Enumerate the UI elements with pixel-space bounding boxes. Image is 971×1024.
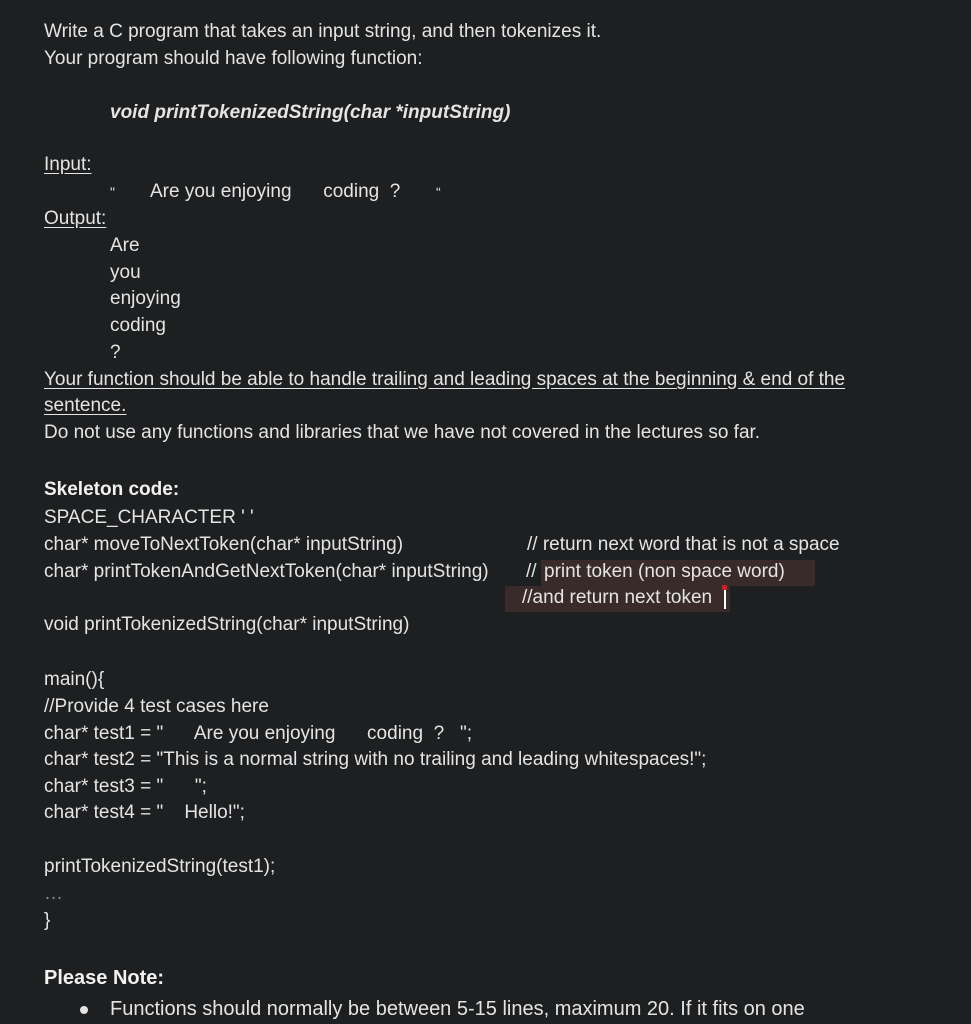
function-signature: void printTokenizedString(char *inputString)	[110, 102, 511, 123]
skeleton-heading: Skeleton code:	[44, 479, 180, 500]
test-case-1: char* test1 = " Are you enjoying coding ? ";	[44, 723, 473, 744]
tokenize-call: printTokenizedString(test1);	[44, 856, 276, 877]
space-character-define: SPACE_CHARACTER ' '	[44, 507, 254, 528]
requirement-line-1: Your function should be able to handle trailing and leading spaces at the beginning & end of the	[44, 369, 846, 390]
move-to-next-token-decl: char* moveToNextToken(char* inputString)	[44, 534, 404, 555]
text-cursor	[724, 589, 726, 609]
output-token: ?	[110, 342, 121, 363]
move-comment: // return next word that is not a space	[527, 534, 840, 555]
main-open: main(){	[44, 669, 105, 690]
edit-marker-icon	[722, 585, 727, 590]
print-comment-prefix: //	[526, 561, 537, 582]
print-comment-2[interactable]: //and return next token	[522, 587, 713, 608]
tokenize-fn-decl: void printTokenizedString(char* inputString)	[44, 614, 410, 635]
input-label: Input:	[44, 154, 92, 175]
output-token: coding	[110, 315, 166, 336]
test-case-3: char* test3 = " ";	[44, 776, 207, 797]
requirement-line-2: sentence.	[44, 395, 127, 416]
output-token: you	[110, 262, 141, 283]
bullet-icon	[80, 1006, 88, 1014]
intro-line-2: Your program should have following function:	[44, 48, 423, 69]
output-label: Output:	[44, 208, 107, 229]
input-close-quote: “	[436, 184, 441, 200]
output-token: Are	[110, 235, 140, 256]
intro-line-1: Write a C program that takes an input string, and then tokenizes it.	[44, 21, 602, 42]
restriction-text: Do not use any functions and libraries that we have not covered in the lectures so far.	[44, 422, 761, 443]
tests-comment: //Provide 4 test cases here	[44, 696, 269, 717]
print-comment: print token (non space word)	[544, 561, 785, 582]
test-case-4: char* test4 = " Hello!";	[44, 802, 245, 823]
test-case-2: char* test2 = "This is a normal string with no trailing and leading whitespaces!";	[44, 749, 707, 770]
note-heading: Please Note:	[44, 967, 165, 989]
code-ellipsis: …	[44, 883, 63, 904]
note-bullet-item: Functions should normally be between 5-15 lines, maximum 20. If it fits on one	[110, 998, 805, 1020]
main-close: }	[44, 910, 51, 931]
print-token-decl: char* printTokenAndGetNextToken(char* inputString)	[44, 561, 489, 582]
input-value: Are you enjoying coding ?	[150, 181, 401, 202]
output-token: enjoying	[110, 288, 181, 309]
input-open-quote: "	[110, 184, 115, 200]
